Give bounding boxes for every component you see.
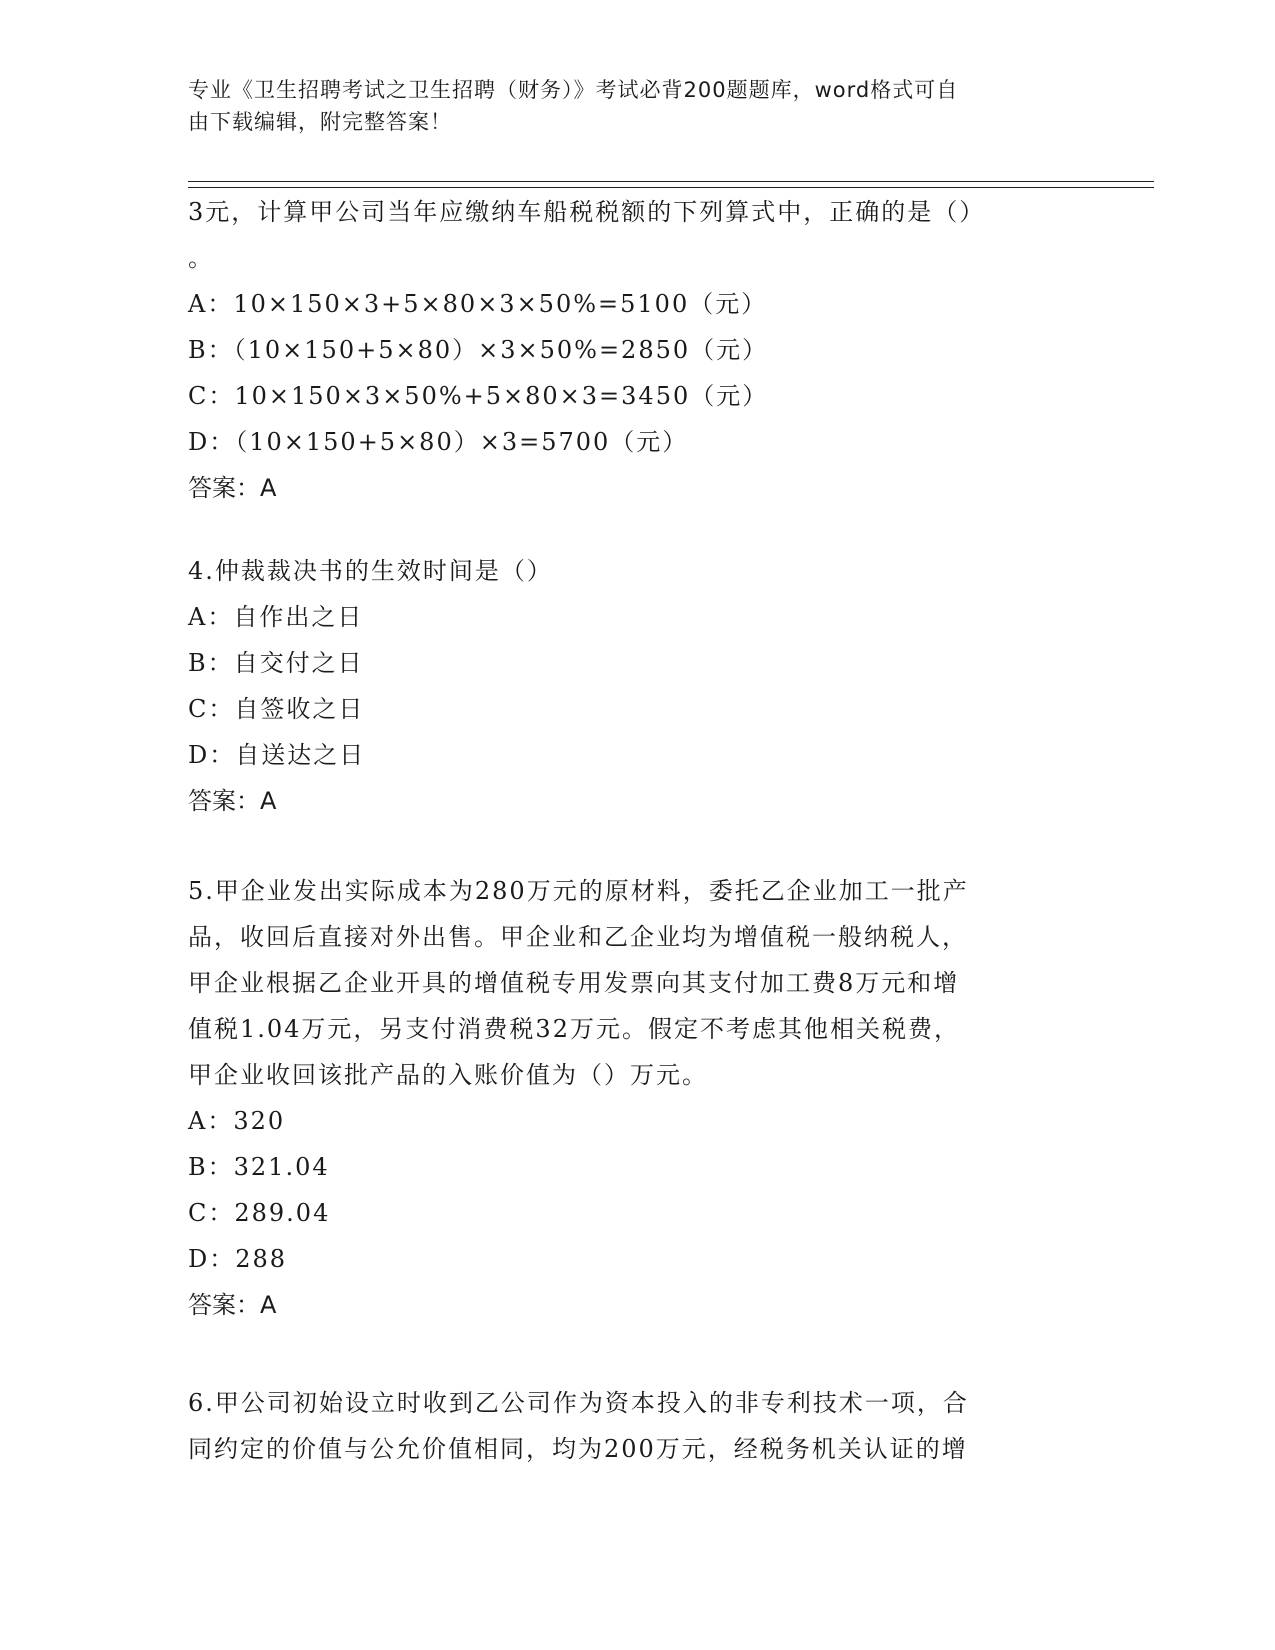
header-divider-bottom	[188, 187, 1154, 188]
question-stem-line: 甲企业收回该批产品的入账价值为（）万元。	[188, 1061, 708, 1089]
option-d: D：（10×150+5×80）×3=5700（元）	[188, 428, 689, 456]
header-line-2: 由下载编辑，附完整答案！	[188, 110, 452, 134]
question-6	[188, 1380, 1068, 1472]
option-a: A：320	[188, 1107, 286, 1135]
question-4	[188, 548, 1068, 824]
header-line-1: 专业《卫生招聘考试之卫生招聘（财务）》考试必背200题题库，word格式可自	[188, 78, 959, 102]
question-stem-line: 4.仲裁裁决书的生效时间是（）	[188, 557, 553, 585]
question-stem-line: 同约定的价值与公允价值相同，均为200万元，经税务机关认证的增	[188, 1435, 968, 1463]
question-stem-line: 6.甲公司初始设立时收到乙公司作为资本投入的非专利技术一项，合	[188, 1389, 969, 1417]
question-stem-line: 5.甲企业发出实际成本为280万元的原材料，委托乙企业加工一批产	[188, 877, 969, 905]
answer-line: 答案：A	[188, 474, 277, 502]
option-d: D：288	[188, 1245, 288, 1273]
question-5	[188, 868, 1068, 1328]
question-3	[188, 189, 1068, 511]
option-b: B：自交付之日	[188, 649, 364, 677]
option-d: D：自送达之日	[188, 741, 366, 769]
question-stem-line: 品，收回后直接对外出售。甲企业和乙企业均为增值税一般纳税人，	[188, 923, 968, 951]
option-b: B：（10×150+5×80）×3×50%=2850（元）	[188, 336, 769, 364]
option-c: C：289.04	[188, 1199, 331, 1227]
question-stem-line: 值税1.04万元，另支付消费税32万元。假定不考虑其他相关税费，	[188, 1015, 960, 1043]
header-divider-top	[188, 181, 1154, 182]
question-stem-line: 3元，计算甲公司当年应缴纳车船税税额的下列算式中，正确的是（）	[188, 198, 986, 226]
option-a: A：自作出之日	[188, 603, 364, 631]
option-b: B：321.04	[188, 1153, 330, 1181]
option-a: A：10×150×3+5×80×3×50%=5100（元）	[188, 290, 768, 318]
option-c: C：自签收之日	[188, 695, 365, 723]
option-c: C：10×150×3×50%+5×80×3=3450（元）	[188, 382, 769, 410]
document-header	[188, 74, 1068, 138]
answer-line: 答案：A	[188, 787, 277, 815]
answer-line: 答案：A	[188, 1291, 277, 1319]
question-stem-line: 甲企业根据乙企业开具的增值税专用发票向其支付加工费8万元和增	[188, 969, 960, 997]
question-stem-line: 。	[188, 244, 214, 272]
